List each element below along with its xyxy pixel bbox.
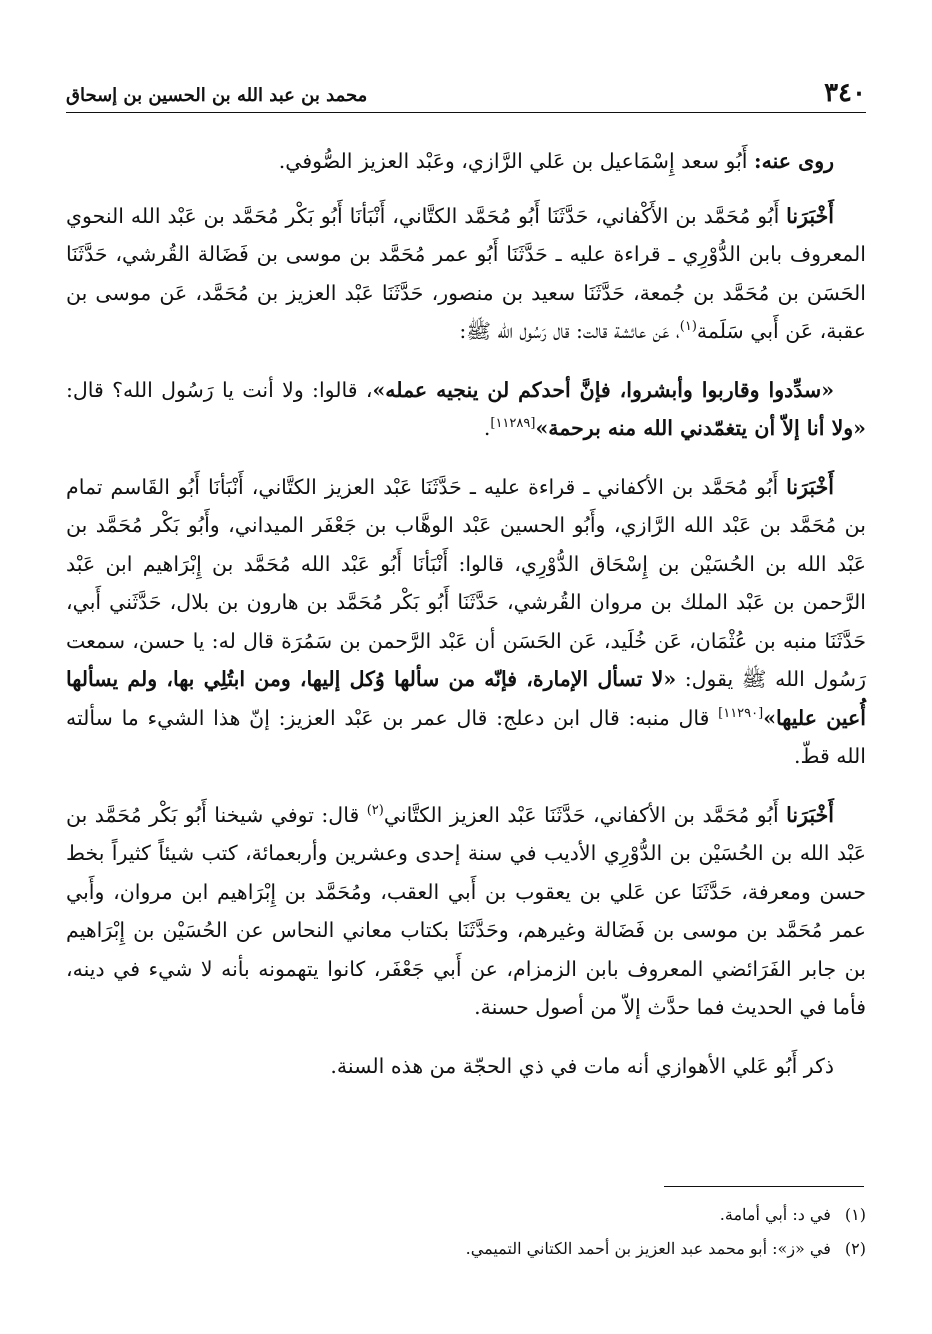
main-text xyxy=(66,142,866,1105)
paragraph-text: أَبُو مُحَمَّد بن الأكفاني، حَدَّثَنَا عَبْد العزيز الكتَّاني xyxy=(383,802,787,827)
hadith-number: [١١٢٨٩] xyxy=(490,416,536,432)
paragraph-text: أَبُو سعد إِسْمَاعيل بن عَلي الرَّازي، وعَبْد العزيز الصُّوفي. xyxy=(278,149,755,173)
running-title: محمد بن عبد الله بن الحسين بن إسحاق xyxy=(66,85,368,106)
page-number: ٣٤٠ xyxy=(824,78,866,108)
hadith-text-2: «ولا أنا إلاّ أن يتغمّدني الله منه برحمة» xyxy=(535,416,866,440)
page-header xyxy=(66,72,866,113)
hadith-text: «لا تسأل الإمارة، فإنّه من سألها وُكل إليها، ومن ابتُلِي بها، ولم يسألها أُعين عليها» xyxy=(66,667,866,730)
paragraph-end: . xyxy=(483,416,491,440)
paragraph-text-cont: قال منبه: قال ابن دعلج: قال عمر بن عَبْد العزيز: إنّ هذا الشيء ما سألته الله قطّ. xyxy=(66,705,866,768)
paragraph-lead: أَخْبَرَنا xyxy=(786,802,834,827)
footnote-ref-1: (١) xyxy=(679,319,697,335)
paragraph-text: أَبُو مُحَمَّد بن الأَكْفاني، حَدَّثَنَا أَبُو مُحَمَّد الكتَّاني، أَنْبَأنَا أَبُو بَكْر مُحَمَّد بن عَبْد الله النحوي المعروف بابن الدُّوْرِي ـ قراءة عليه ـ حَدَّثَنَا أَبُو عمر مُحَمَّد بن موسى بن فَضَالة القُرشي، حَدَّثَنَا الحَسَن بن مُحَمَّد بن جُمعة، حَدَّثَنَا سعيد بن منصور، حَدَّثَنَا عَبْد العزيز بن مُحَمَّد، عَن موسى بن عقبة، عَن أَبي سَلَمة xyxy=(66,203,866,343)
paragraph-isnad-3 xyxy=(66,796,866,1027)
footnote-divider xyxy=(664,1186,864,1187)
paragraph-lead: أَخْبَرَنا xyxy=(786,474,834,499)
paragraph-text-cont: قال: توفي شيخنا أَبُو بَكْر مُحَمَّد بن عَبْد الله بن الحُسَيْن بن الدُّوْرِي الأديب في سنة إحدى وعشرين وأربعمائة، كتب شيئاً كثيراً بخط حسن ومعرفة، حَدَّثَنَا عن عَلي بن يعقوب بن أَبي العقب، ومُحَمَّد بن إِبْرَاهيم ابن مروان، وأَبي عمر مُحَمَّد بن موسى بن فَضَالة وغيرهم، وحَدَّثَنَا بكتاب معاني النحاس عن الحُسَيْن بن إِبْرَاهيم بن جابر الفَرَائضي المعروف بابن الزمزام، عن أَبي جَعْفَر، كانوا يتهمونه بأنه لا شيء في دينه، فأما في الحديث فما حدَّث إلاّ من أصول حسنة. xyxy=(66,802,866,1019)
paragraph-lead: روى عنه: xyxy=(754,149,834,173)
footnotes xyxy=(66,1198,866,1266)
hadith-text: «سدِّدوا وقاربوا وأبشروا، فإنَّ أحدكم لن ينجيه عمله» xyxy=(372,377,835,402)
footnote-1 xyxy=(66,1198,866,1232)
footnote-2 xyxy=(66,1232,866,1266)
paragraph-isnad-1 xyxy=(66,197,866,351)
footnote-text: في د: أبي أمامة. xyxy=(719,1205,831,1224)
paragraph-narrators xyxy=(66,142,866,181)
footnote-number: (١) xyxy=(844,1205,866,1224)
paragraph-lead: أَخْبَرَنا xyxy=(786,203,834,228)
footnote-text: في «ز»: أبو محمد عبد العزيز بن أحمد الكتاني التميمي. xyxy=(465,1239,831,1258)
paragraph-text: ، قالوا: ولا أنت يا رَسُول الله؟ قال: xyxy=(66,377,373,402)
paragraph-text-cont: ، عَن عائشة قالت: قال رَسُول الله ﷺ: xyxy=(459,319,680,343)
paragraph-text: ذكر أَبُو عَلي الأهوازي أنه مات في ذي الحجّة من هذه السنة. xyxy=(330,1053,834,1078)
paragraph-death-note xyxy=(66,1047,866,1086)
footnote-number: (٢) xyxy=(844,1239,866,1258)
hadith-number: [١١٢٩٠] xyxy=(718,705,764,721)
footnote-ref-2: (٢) xyxy=(366,802,384,818)
paragraph-isnad-2 xyxy=(66,468,866,776)
paragraph-hadith-1 xyxy=(66,371,866,448)
paragraph-text: أَبُو مُحَمَّد بن الأكفاني ـ قراءة عليه ـ حَدَّثَنَا عَبْد العزيز الكتَّاني، أَنْبَأنَا أَبُو القَاسم تمام بن مُحَمَّد بن عَبْد الله الرَّازي، وأَبُو الحسين عَبْد الوهَّاب بن جَعْفَر الميداني، وأَبُو بَكْر مُحَمَّد بن عَبْد الله بن الحُسَيْن بن إِسْحَاق الدُّوْرِي، قالوا: أَنْبَأنَا أَبُو عَبْد الله مُحَمَّد بن إِبْرَاهيم ابن عَبْد الرَّحمن بن عَبْد الملك بن مروان القُرشي، حَدَّثَنَا أَبُو بَكْر مُحَمَّد بن هارون بن بلال، حَدَّثَني أَبي، حَدَّثَنَا منبه بن عُثْمَان، عَن خُلَيد، عَن الحَسَن أن عَبْد الرَّحمن بن سَمُرَة قال له: يا حسن، سمعت رَسُول الله ﷺ يقول: xyxy=(66,474,867,691)
